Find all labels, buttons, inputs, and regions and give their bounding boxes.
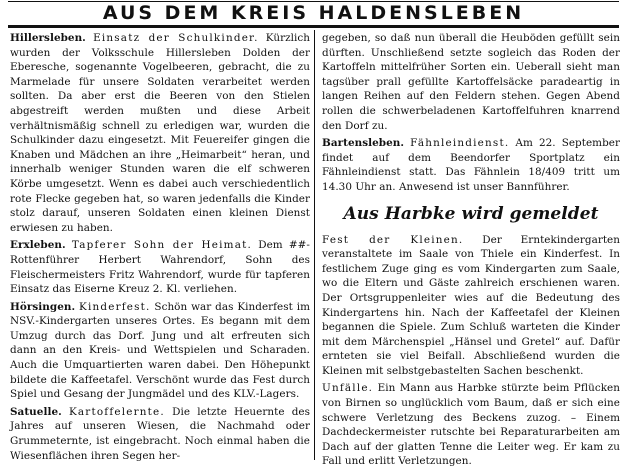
article-place: Erxleben. — [10, 239, 66, 252]
article-place: Hillersleben. — [10, 32, 86, 44]
article-erxleben — [10, 238, 310, 296]
article-headline: Kartoffelernte. — [68, 405, 165, 418]
article-hoersingen — [10, 300, 310, 402]
masthead-title: AUS DEM KREIS HALDENSLEBEN — [102, 2, 525, 24]
article-place: Hörsingen. — [10, 300, 76, 313]
right-column — [322, 31, 620, 472]
article-hillersleben — [10, 31, 310, 235]
article-body: Der Erntekindergarten veranstaltete im Saale von Thiele ein Kinderfest. In festlichem Zuge ging es vom Kindergarten zum Saale, wo die Eltern und Gäste zahlreich erschienen waren. Der Ortsgruppenleiter wies auf die Bedeutung des Kindergartens hin. Nach der Kaffeetafel der Kleinen begannen die Spiele. Zum Schluß warteten die Kinder mit dem Märchenspiel „Hänsel und Gretel“ auf. Dafür ernteten sie viel Beifall. Abschließend wurden die Kleinen mit selbstgebastelten Sachen beschenkt. — [322, 233, 620, 377]
article-body: Schön war das Kinderfest im NSV.-Kindergarten unseres Ortes. Es begann mit dem Umzug durch das Dorf. Jung und alt erfreuten sich dann an den Kreis- und Wettspielen und Scharaden. Auch die Umquartierten waren dabei. Den Höhepunkt bildete die Kaffeetafel. Verschönt wurde das Fest durch Spiel und Gesang der Jungmädel und des KLV.-Lagers. — [10, 300, 310, 401]
article-body: Ein Mann aus Harbke stürzte beim Pflücken von Birnen so unglücklich vom Baum, daß er sich eine schwere Verletzung des Beckens zuzog. – Einem Dachdeckermeister rutschte bei Reparaturarbeiten am Dach auf der glatten Tenne die Leiter weg. Er kam zu Fall und erlitt Verletzungen. — [322, 382, 620, 468]
masthead-rule-bottom — [8, 25, 619, 28]
article-unfaelle — [322, 381, 620, 469]
article-headline: Unfälle. — [322, 382, 374, 395]
article-satuelle-continued — [322, 31, 620, 133]
article-headline: Tapferer Sohn der Heimat. — [71, 239, 252, 252]
column-divider — [314, 30, 315, 460]
article-body: Kürzlich wurden der Volksschule Hillersleben Dolden der Eberesche, sogenannte Vogelbeeren, gebracht, die zu Marmelade für unsere Soldaten verarbeitet werden sollten. Da aber erst die Beeren von den Stielen abgestreift werden mußten und diese Arbeit verhältnismäßig schnell zu erledigen war, wurden die Schulkinder dazu eingesetzt. Mit Feuereifer gingen die Knaben und Mädchen an ihre „Heimarbeit“ heran, und innerhalb weniger Stunden waren die elf schweren Körbe umgesetzt. Wenn es dabei auch verschiedentlich rote Flecke gegeben hat, so waren jedenfalls die Kinder stolz darauf, unseren Soldaten einen kleinen Dienst erwiesen zu haben. — [10, 32, 311, 234]
article-body: Dem ##-Rottenführer Herbert Wahrendorf, Sohn des Fleischermeisters Fritz Wahrendorf, wurde für tapferen Einsatz das Eiserne Kreuz 2. Kl. verliehen. — [10, 239, 310, 296]
article-headline: Fähnleindienst. — [410, 137, 510, 150]
article-body: Die letzte Heuernte des Jahres auf unseren Wiesen, die Nachmahd oder Grummeternte, ist eingebracht. Noch einmal haben die Wiesenflächen ihren Segen her- — [10, 405, 310, 462]
article-place: Bartensleben. — [322, 137, 405, 150]
article-satuelle — [10, 405, 310, 463]
section-heading: Aus Harbke wird gemeldet — [343, 203, 599, 224]
left-column — [10, 31, 310, 466]
article-headline: Einsatz der Schulkinder. — [93, 32, 259, 44]
article-headline: Kinderfest. — [78, 300, 151, 313]
article-body: Am 22. September findet auf dem Beendorfer Sportplatz ein Fähnleindienst statt. Das Fähnlein 18/409 tritt um 14.30 Uhr an. Anwesend ist unser Bannführer. — [322, 137, 621, 193]
masthead-rule-top — [8, 1, 619, 2]
article-body: gegeben, so daß nun überall die Heuböden gefüllt sein dürften. Unschließend setzte sogleich das Roden der Kartoffeln mittelfrüher Sorten ein. Ueberall sieht man tagsüber prall gefüllte Kartoffelsäcke paradeartig in langen Reihen auf den Feldern stehen. Gegen Abend rollen die schwerbeladenen Kartoffelfuhren knarrend den Dorf zu. — [322, 32, 620, 132]
article-place: Satuelle. — [10, 405, 62, 418]
article-bartensleben — [322, 136, 620, 194]
article-fest-der-kleinen — [322, 233, 620, 379]
article-headline: Fest der Kleinen. — [322, 233, 464, 246]
